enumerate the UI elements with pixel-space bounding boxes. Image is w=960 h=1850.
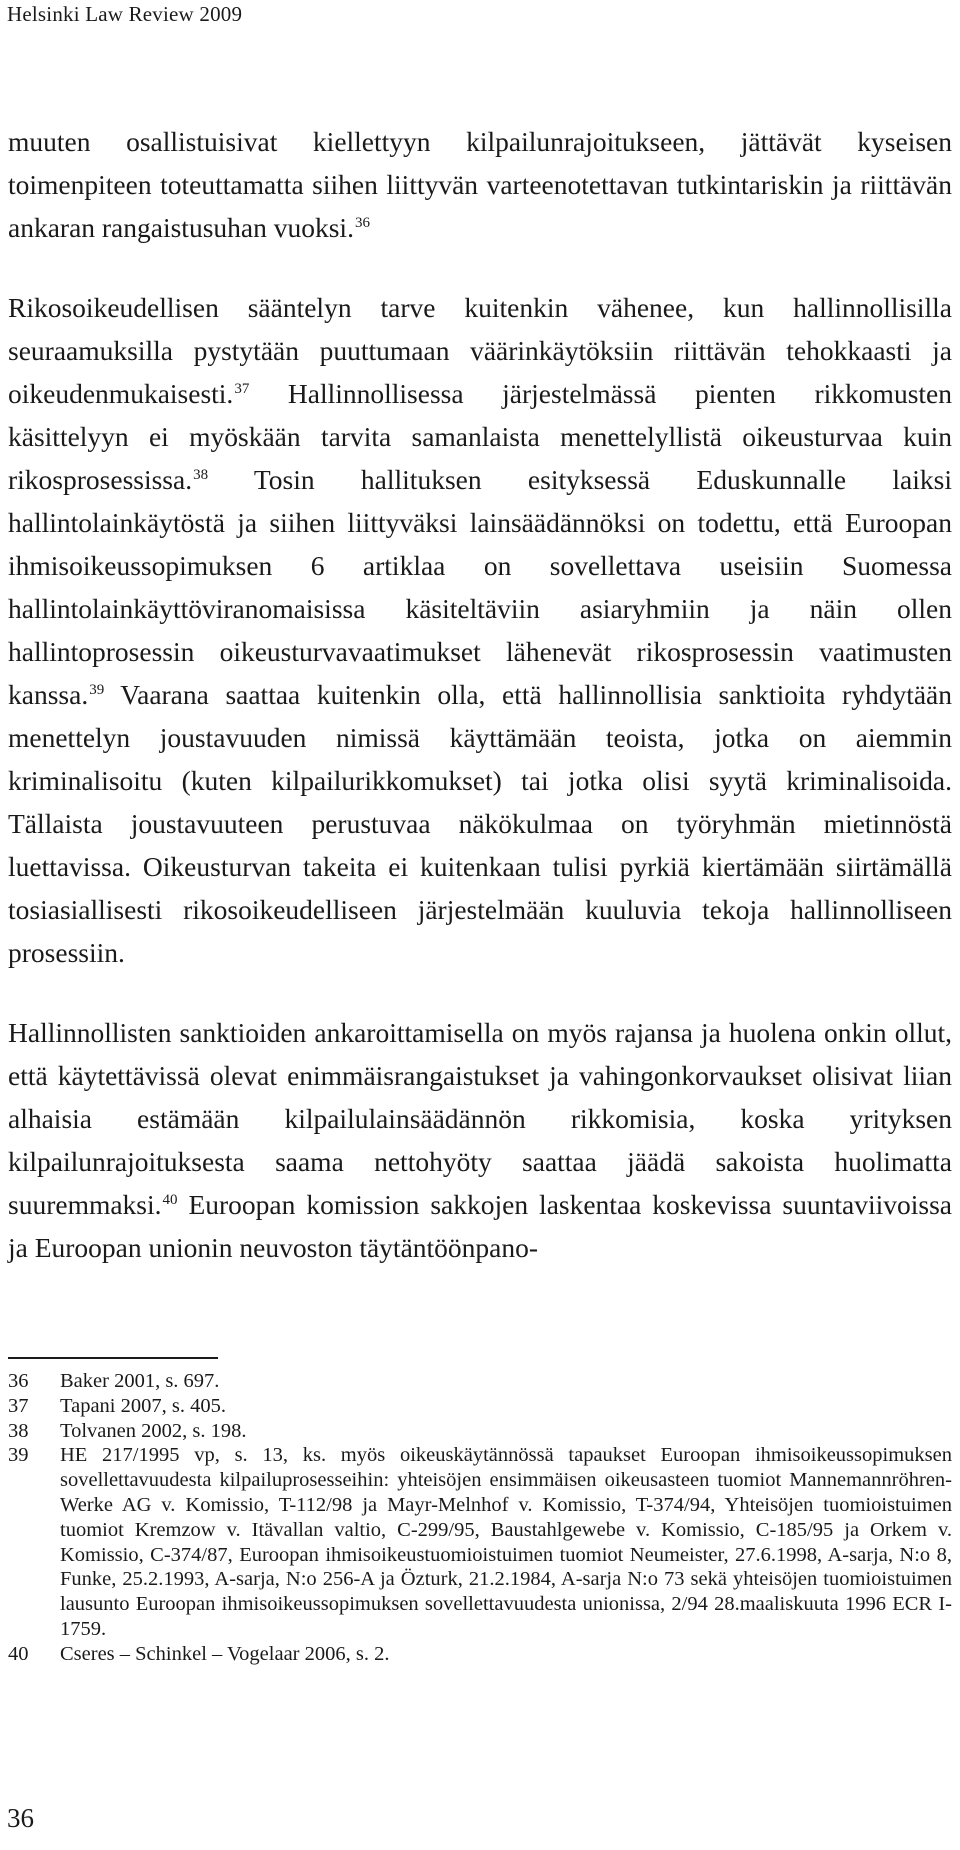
paragraph-text: muuten osallistuisivat kiellettyyn kilpailunrajoitukseen, jättävät kyseisen toimenpiteen toteuttamatta siihen liittyvän varteenotettavan tutkintariskin ja riittävän ankaran rangaistusuhan vuoksi.	[8, 126, 952, 243]
footnote-number: 38	[8, 1419, 29, 1442]
paragraph	[8, 120, 952, 249]
page-number: 36	[7, 1803, 34, 1833]
running-header: Helsinki Law Review 2009	[7, 2, 243, 26]
footnote	[8, 1642, 952, 1667]
paragraph-text: Vaarana saattaa kuitenkin olla, että hallinnollisia sanktioita ryhdytään menettelyn joustavuuden nimissä käyttämään teoista, jotka on aiemmin kriminalisoitu (kuten kilpailurikkomukset) tai jotka olisi syytä kriminalisoida. Tällaista joustavuuteen perustuvaa näkökulmaa on työryhmän mietinnöstä luettavissa. Oikeusturvan takeita ei kuitenkaan tulisi pyrkiä kiertämään siirtämällä tosiasiallisesti rikosoikeudelliseen järjestelmään kuuluvia tekoja hallinnolliseen prosessiin.	[8, 679, 952, 968]
footnote-reference[interactable]: 37	[234, 381, 250, 397]
footnote-text: Baker 2001, s. 697.	[60, 1370, 220, 1392]
footnotes	[8, 1369, 952, 1667]
footnote-text: HE 217/1995 vp, s. 13, ks. myös oikeuskäytännössä tapaukset Euroopan ihmisoikeussopimuksen sovellettavuudesta kilpailuprosesseihin: yhteisöjen ensimmäisen oikeusasteen tuomiot Mannemannröhren-Werke AG v. Komissio, T-112/98 ja Mayr-Melnhof v. Komissio, T-374/94, Yhteisöjen tuomioistuimen tuomiot Kremzow v. Itävallan valtio, C-299/95, Baustahlgewebe v. Komissio, C-185/95 ja Orkem v. Komissio, C-374/87, Euroopan ihmisoikeustuomioistuimen tuomiot Neumeister, 27.6.1998, A-sarja, N:o 8, Funke, 25.2.1993, A-sarja, N:o 256-A ja Özturk, 21.2.1984, A-sarja N:o 73 sekä yhteisöjen tuomioistuimen lausunto Euroopan ihmisoikeussopimuksen sovellettavuudesta unionissa, 2/94 28.maaliskuuta 1996 ECR I-1759.	[60, 1444, 952, 1640]
footnote-text: Cseres – Schinkel – Vogelaar 2006, s. 2.	[60, 1642, 390, 1665]
paragraph-text: Euroopan komission sakkojen laskentaa koskevissa suuntaviivoissa ja Euroopan unionin neuvoston täytäntöönpano-	[8, 1189, 952, 1263]
footnote	[8, 1419, 952, 1444]
body-text	[8, 120, 952, 1269]
paragraph	[8, 1011, 952, 1269]
paragraph-text: Tosin hallituksen esityksessä Eduskunnalle laiksi hallintolainkäytöstä ja siihen liittyväksi lainsäädännöksi on todettu, että Euroopan ihmisoikeussopimuksen 6 artiklaa on sovellettava useisiin Suomessa hallintolainkäyttöviranomaisissa käsiteltäviin asiaryhmiin ja näin ollen hallintoprosessin oikeusturvavaatimukset lähenevät rikosprosessin vaatimusten kanssa.	[8, 464, 952, 710]
paragraph-text: Rikosoikeudellisen sääntelyn tarve kuitenkin vähenee, kun hallinnollisilla seuraamuksilla pystytään puuttumaan väärinkäytöksiin riittävän tehokkaasti ja oikeudenmukaisesti.	[8, 292, 952, 409]
footnote-number: 37	[8, 1394, 29, 1417]
footnote-text: Tapani 2007, s. 405.	[60, 1394, 226, 1417]
footnote-text: Tolvanen 2002, s. 198.	[60, 1419, 247, 1442]
footnote	[8, 1394, 952, 1419]
footnote	[8, 1369, 952, 1394]
footnote-reference[interactable]: 38	[193, 467, 209, 483]
paragraph-text: Hallinnollisessa järjestelmässä pienten rikkomusten käsittelyyn ei myöskään tarvita samanlaista menettelyllistä oikeusturvaa kuin rikosprosessissa.	[8, 378, 952, 495]
paragraph-text: Hallinnollisten sanktioiden ankaroittamisella on myös rajansa ja huolena onkin ollut, että käytettävissä olevat enimmäisrangaistukset ja vahingonkorvaukset olisivat liian alhaisia estämään kilpailulainsäädännön rikkomisia, koska yrityksen kilpailunrajoituksesta saama nettohyöty saattaa jäädä sakoista huolimatta suuremmaksi.	[8, 1017, 952, 1220]
footnote-reference[interactable]: 39	[89, 682, 105, 698]
footnote-number: 40	[8, 1642, 29, 1665]
footnote-number: 36	[8, 1370, 29, 1392]
footnote	[8, 1443, 952, 1641]
footnote-reference[interactable]: 40	[162, 1192, 178, 1208]
footnote-number: 39	[8, 1444, 29, 1467]
footnote-reference[interactable]: 36	[354, 215, 370, 231]
footnote-divider	[8, 1357, 218, 1359]
paragraph	[8, 286, 952, 974]
